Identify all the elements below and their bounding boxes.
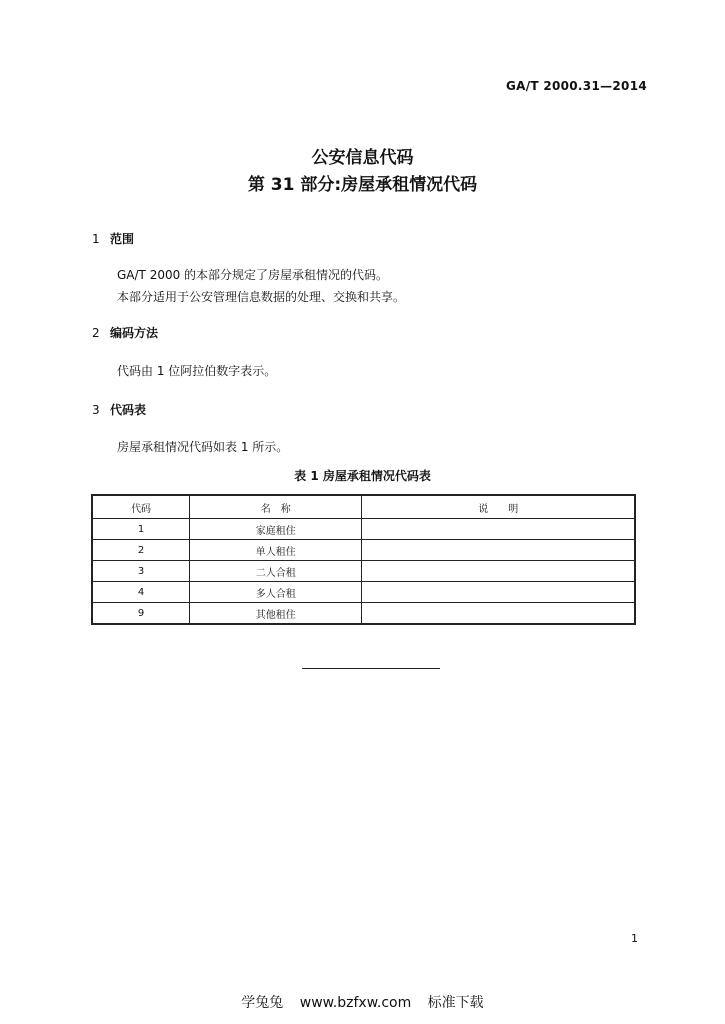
cell-code: 1 [92,519,190,540]
table-row [92,561,635,582]
table-caption: 表 1 房屋承租情况代码表 [294,469,431,483]
table-row [92,582,635,603]
document-subtitle: 第 31 部分:房屋承租情况代码 [247,175,478,195]
cell-description [362,561,635,582]
cell-code: 2 [92,540,190,561]
section-heading-encoding [92,324,158,341]
table-row [92,519,635,540]
document-title: 公安信息代码 [311,148,414,168]
end-of-document-rule [302,668,440,669]
table-row [92,540,635,561]
section-title: 编码方法 [110,326,159,340]
paragraph: 代码由 1 位阿拉伯数字表示。 [117,364,277,378]
table-row [92,603,635,625]
section-title: 范围 [110,232,135,246]
cell-code: 4 [92,582,190,603]
column-header-description: 说 明 [362,495,635,519]
cell-description [362,582,635,603]
table-header-row [92,495,635,519]
section-number: 3 [92,403,100,417]
section-heading-scope [92,230,134,247]
cell-name: 二人合租 [190,561,362,582]
standard-code: GA/T 2000.31—2014 [505,79,647,93]
paragraph: GA/T 2000 的本部分规定了房屋承租情况的代码。 [117,268,389,282]
cell-description [362,519,635,540]
section-heading-code-table [92,401,146,418]
cell-name: 其他租住 [190,603,362,625]
paragraph: 本部分适用于公安管理信息数据的处理、交换和共享。 [117,290,406,304]
cell-name: 单人租住 [190,540,362,561]
cell-description [362,603,635,625]
cell-name: 家庭租住 [190,519,362,540]
cell-name: 多人合租 [190,582,362,603]
cell-code: 9 [92,603,190,625]
cell-code: 3 [92,561,190,582]
paragraph: 房屋承租情况代码如表 1 所示。 [117,440,289,454]
section-number: 2 [92,326,100,340]
section-number: 1 [92,232,100,246]
cell-description [362,540,635,561]
section-title: 代码表 [110,403,147,417]
footer-watermark-text: 学兔兔 www.bzfxw.com 标准下载 [241,995,484,1011]
code-table [91,494,636,625]
column-header-code: 代码 [92,495,190,519]
column-header-name: 名 称 [190,495,362,519]
page-number: 1 [631,932,638,945]
